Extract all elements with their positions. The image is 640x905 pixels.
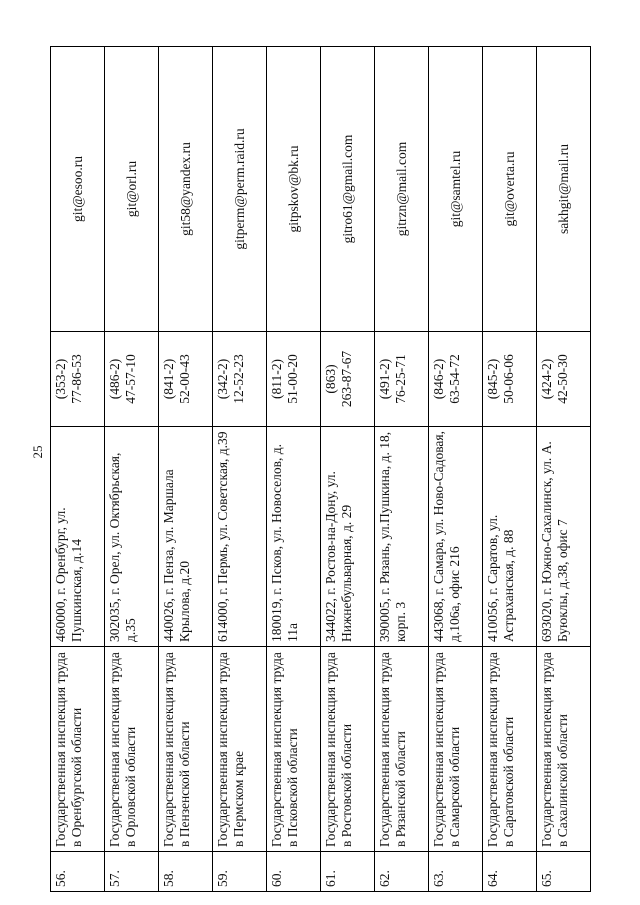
- inspection-name-cell: Государственная инспекция труда в Орловской области: [105, 647, 159, 852]
- phone-number: 50-06-06: [501, 354, 516, 404]
- email-cell: git58@yandex.ru: [159, 47, 213, 332]
- email-cell: git@esoo.ru: [51, 47, 105, 332]
- phone-code: (424-2): [539, 358, 554, 400]
- row-number-cell: 59.: [213, 852, 267, 892]
- rotated-table-container: [50, 47, 590, 892]
- phone-number: 47-57-10: [123, 354, 138, 404]
- table-row: [483, 47, 537, 892]
- table-row: [267, 47, 321, 892]
- table-row: [537, 47, 591, 892]
- row-number-cell: 56.: [51, 852, 105, 892]
- phone-code: (845-2): [485, 358, 500, 400]
- phone-code: (353-2): [53, 358, 68, 400]
- phone-cell: [537, 332, 591, 427]
- email-cell: gitrzn@mail.com: [375, 47, 429, 332]
- table-row: [375, 47, 429, 892]
- row-number-cell: 62.: [375, 852, 429, 892]
- phone-code: (863): [323, 364, 338, 394]
- phone-cell: [105, 332, 159, 427]
- phone-number: 63-54-72: [447, 354, 462, 404]
- email-cell: git@overta.ru: [483, 47, 537, 332]
- phone-cell: [267, 332, 321, 427]
- row-number-cell: 60.: [267, 852, 321, 892]
- labor-inspection-table: [50, 46, 591, 892]
- email-cell: sakhgit@mail.ru: [537, 47, 591, 332]
- inspection-name-cell: Государственная инспекция труда в Пензенской области: [159, 647, 213, 852]
- row-number-cell: 63.: [429, 852, 483, 892]
- address-cell: 443068, г. Самара, ул. Ново-Садовая, д.106а, офис 216: [429, 427, 483, 647]
- phone-number: 76-25-71: [393, 354, 408, 404]
- phone-code: (491-2): [377, 358, 392, 400]
- table-row: [105, 47, 159, 892]
- phone-number: 51-00-20: [285, 354, 300, 404]
- address-cell: 440026, г. Пенза, ул. Маршала Крылова, д.20: [159, 427, 213, 647]
- row-number-cell: 65.: [537, 852, 591, 892]
- phone-code: (486-2): [107, 358, 122, 400]
- email-cell: git@samtel.ru: [429, 47, 483, 332]
- phone-code: (846-2): [431, 358, 446, 400]
- inspection-name-cell: Государственная инспекция труда в Псковской области: [267, 647, 321, 852]
- inspection-name-cell: Государственная инспекция труда в Оренбургской области: [51, 647, 105, 852]
- phone-number: 263-87-67: [339, 350, 354, 408]
- table-row: [51, 47, 105, 892]
- phone-cell: [429, 332, 483, 427]
- phone-number: 77-86-53: [69, 354, 84, 404]
- inspection-name-cell: Государственная инспекция труда в Сахалинской области: [537, 647, 591, 852]
- address-cell: 693020, г. Южно-Сахалинск, ул. А. Буюклы, д.38, офис 7: [537, 427, 591, 647]
- row-number-cell: 57.: [105, 852, 159, 892]
- inspection-name-cell: Государственная инспекция труда в Самарской области: [429, 647, 483, 852]
- email-cell: gitro61@gmail.com: [321, 47, 375, 332]
- phone-cell: [159, 332, 213, 427]
- email-cell: git@orl.ru: [105, 47, 159, 332]
- row-number-cell: 58.: [159, 852, 213, 892]
- phone-number: 42-50-30: [555, 354, 570, 404]
- phone-number: 12-52-23: [231, 354, 246, 404]
- phone-cell: [375, 332, 429, 427]
- address-cell: 614000, г. Пермь, ул. Советская, д.39: [213, 427, 267, 647]
- email-cell: gitperm@perm.raid.ru: [213, 47, 267, 332]
- inspection-name-cell: Государственная инспекция труда в Пермском крае: [213, 647, 267, 852]
- phone-code: (342-2): [215, 358, 230, 400]
- page-number: 25: [30, 445, 45, 459]
- address-cell: 302035, г. Орел, ул. Октябрьская, д.35: [105, 427, 159, 647]
- phone-cell: [321, 332, 375, 427]
- address-cell: 460000, г. Оренбург, ул. Пушкинская, д.14: [51, 427, 105, 647]
- row-number-cell: 64.: [483, 852, 537, 892]
- address-cell: 180019, г. Псков, ул. Новоселов, д. 11а: [267, 427, 321, 647]
- phone-code: (811-2): [269, 359, 284, 399]
- phone-cell: [51, 332, 105, 427]
- table-row: [429, 47, 483, 892]
- row-number-cell: 61.: [321, 852, 375, 892]
- table-row: [213, 47, 267, 892]
- address-cell: 390005, г. Рязань, ул.Пушкина, д. 18, корп. 3: [375, 427, 429, 647]
- phone-cell: [213, 332, 267, 427]
- address-cell: 410056, г. Саратов, ул. Астраханская, д. 88: [483, 427, 537, 647]
- table-row: [321, 47, 375, 892]
- table-row: [159, 47, 213, 892]
- inspection-name-cell: Государственная инспекция труда в Саратовской области: [483, 647, 537, 852]
- address-cell: 344022, г. Ростов-на-Дону, ул. Нижнебульварная, д. 29: [321, 427, 375, 647]
- inspection-name-cell: Государственная инспекция труда в Рязанской области: [375, 647, 429, 852]
- email-cell: gitpskov@bk.ru: [267, 47, 321, 332]
- inspection-name-cell: Государственная инспекция труда в Ростовской области: [321, 647, 375, 852]
- phone-cell: [483, 332, 537, 427]
- table-body: [51, 47, 591, 892]
- phone-code: (841-2): [161, 358, 176, 400]
- phone-number: 52-00-43: [177, 354, 192, 404]
